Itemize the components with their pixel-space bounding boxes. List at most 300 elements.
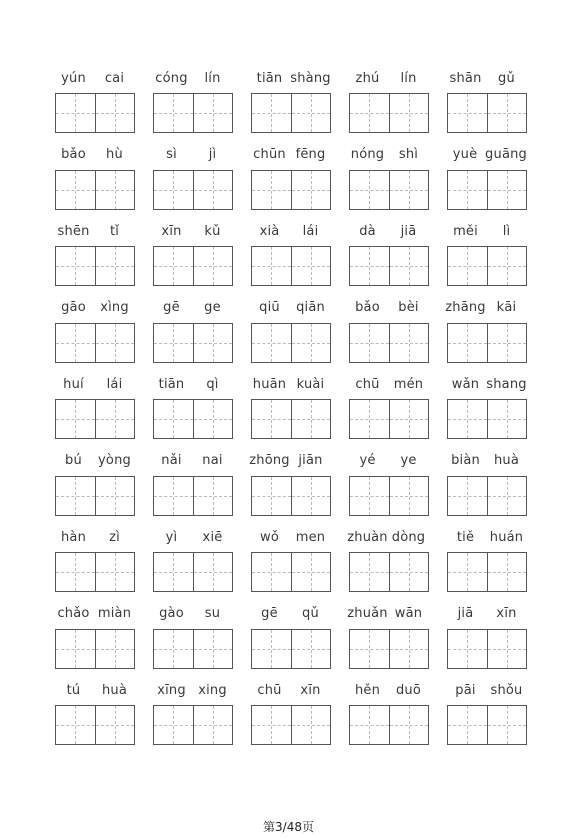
writing-box[interactable] — [252, 706, 291, 744]
writing-box[interactable] — [487, 400, 527, 438]
writing-box[interactable] — [291, 324, 331, 362]
writing-box[interactable] — [95, 630, 135, 668]
writing-box[interactable] — [350, 94, 389, 132]
word-cell — [148, 449, 246, 526]
pinyin-syllable: xià — [259, 223, 280, 239]
pinyin-syllable: sì — [166, 147, 177, 162]
writing-box[interactable] — [389, 553, 429, 591]
pinyin-label — [249, 680, 331, 700]
writing-box[interactable] — [487, 324, 527, 362]
writing-box[interactable] — [252, 247, 291, 285]
word-cell — [148, 678, 246, 755]
writing-box[interactable] — [448, 324, 487, 362]
pinyin-syllable: wān — [394, 606, 423, 621]
writing-box[interactable] — [389, 324, 429, 362]
pinyin-syllable: zhāng — [445, 300, 486, 315]
pinyin-label — [249, 298, 331, 318]
word-cell — [442, 296, 540, 373]
word-cell — [148, 143, 246, 220]
writing-box[interactable] — [95, 706, 135, 744]
writing-box[interactable] — [291, 706, 331, 744]
tianzige-boxes — [349, 705, 429, 745]
writing-box[interactable] — [193, 324, 233, 362]
tianzige-boxes — [153, 705, 233, 745]
writing-box[interactable] — [154, 324, 193, 362]
writing-box[interactable] — [448, 247, 487, 285]
pinyin-syllable: gāo — [61, 300, 86, 315]
word-cell — [148, 525, 246, 602]
word-cell — [246, 678, 344, 755]
pinyin-label — [445, 145, 527, 165]
writing-box[interactable] — [193, 171, 233, 209]
pinyin-syllable: xīn — [161, 223, 182, 239]
pinyin-syllable: cai — [104, 70, 125, 86]
writing-box[interactable] — [193, 247, 233, 285]
pinyin-syllable: gē — [163, 300, 180, 315]
writing-box[interactable] — [154, 706, 193, 744]
pinyin-syllable: duō — [395, 682, 422, 698]
pinyin-syllable: xīn — [300, 682, 321, 698]
pinyin-syllable: yuè — [452, 147, 478, 162]
pinyin-syllable: xing — [198, 682, 227, 698]
writing-box[interactable] — [291, 630, 331, 668]
tianzige-boxes — [447, 246, 527, 286]
pinyin-label — [53, 374, 135, 394]
writing-box[interactable] — [448, 630, 487, 668]
writing-box[interactable] — [291, 247, 331, 285]
tianzige-boxes — [349, 170, 429, 210]
writing-box[interactable] — [389, 94, 429, 132]
tianzige-boxes — [251, 552, 331, 592]
tianzige-boxes — [447, 629, 527, 669]
writing-box[interactable] — [389, 706, 429, 744]
tianzige-boxes — [153, 323, 233, 363]
tianzige-boxes — [55, 246, 135, 286]
pinyin-syllable: lái — [106, 376, 123, 392]
writing-box[interactable] — [350, 477, 389, 515]
pinyin-syllable: zhuàn — [347, 529, 388, 545]
writing-box[interactable] — [56, 324, 95, 362]
tianzige-boxes — [153, 399, 233, 439]
writing-box[interactable] — [193, 706, 233, 744]
writing-box[interactable] — [56, 247, 95, 285]
tianzige-boxes — [153, 629, 233, 669]
pinyin-label — [249, 374, 331, 394]
writing-box[interactable] — [154, 477, 193, 515]
writing-box[interactable] — [291, 171, 331, 209]
word-cell — [344, 372, 442, 449]
tianzige-boxes — [447, 170, 527, 210]
word-cell — [246, 449, 344, 526]
writing-box[interactable] — [56, 706, 95, 744]
word-cell — [50, 525, 148, 602]
word-cell — [442, 525, 540, 602]
tianzige-boxes — [251, 323, 331, 363]
pinyin-syllable: shǒu — [490, 682, 523, 698]
pinyin-label — [445, 298, 527, 318]
tianzige-boxes — [251, 629, 331, 669]
tianzige-boxes — [251, 246, 331, 286]
writing-box[interactable] — [291, 477, 331, 515]
writing-box[interactable] — [487, 630, 527, 668]
pinyin-label — [249, 145, 331, 165]
pinyin-label — [347, 451, 429, 471]
pinyin-label — [347, 145, 429, 165]
pinyin-syllable: kāi — [496, 300, 517, 315]
pinyin-syllable: bǎo — [61, 147, 86, 162]
word-cell — [50, 678, 148, 755]
writing-box[interactable] — [350, 324, 389, 362]
writing-box[interactable] — [448, 553, 487, 591]
pinyin-label — [53, 298, 135, 318]
pinyin-label — [151, 527, 233, 547]
writing-box[interactable] — [193, 477, 233, 515]
writing-box[interactable] — [95, 171, 135, 209]
pinyin-syllable: tú — [66, 682, 81, 698]
writing-box[interactable] — [448, 706, 487, 744]
writing-box[interactable] — [389, 477, 429, 515]
pinyin-label — [445, 604, 527, 624]
pinyin-syllable: tǐ — [109, 223, 120, 239]
word-cell — [246, 525, 344, 602]
writing-box[interactable] — [291, 553, 331, 591]
pinyin-syllable: kǔ — [204, 223, 221, 239]
writing-box[interactable] — [487, 553, 527, 591]
writing-box[interactable] — [350, 247, 389, 285]
word-cell — [148, 219, 246, 296]
pinyin-label — [151, 451, 233, 471]
pinyin-syllable: qǔ — [302, 606, 319, 621]
pinyin-syllable: mén — [393, 376, 424, 392]
word-cell — [344, 66, 442, 143]
tianzige-boxes — [349, 552, 429, 592]
pinyin-syllable: zhōng — [249, 453, 290, 468]
writing-box[interactable] — [350, 400, 389, 438]
pinyin-label — [151, 680, 233, 700]
pinyin-label — [53, 451, 135, 471]
writing-box[interactable] — [350, 706, 389, 744]
pinyin-syllable: shān — [449, 70, 482, 86]
writing-box[interactable] — [487, 171, 527, 209]
tianzige-boxes — [349, 476, 429, 516]
pinyin-syllable: zhú — [355, 70, 380, 86]
word-cell — [50, 296, 148, 373]
pinyin-syllable: yún — [61, 70, 86, 86]
tianzige-boxes — [55, 705, 135, 745]
tianzige-boxes — [447, 399, 527, 439]
word-cell — [442, 449, 540, 526]
writing-box[interactable] — [291, 94, 331, 132]
pinyin-label — [347, 298, 429, 318]
writing-box[interactable] — [193, 630, 233, 668]
pinyin-syllable: huà — [493, 453, 520, 468]
writing-box[interactable] — [56, 400, 95, 438]
writing-box[interactable] — [56, 171, 95, 209]
writing-box[interactable] — [56, 477, 95, 515]
writing-box[interactable] — [154, 553, 193, 591]
word-cell — [344, 602, 442, 679]
pinyin-syllable: xìng — [100, 300, 129, 315]
writing-box[interactable] — [252, 400, 291, 438]
pinyin-label — [151, 145, 233, 165]
word-cell — [246, 66, 344, 143]
pinyin-label — [249, 68, 331, 88]
tianzige-boxes — [447, 552, 527, 592]
pinyin-label — [445, 374, 527, 394]
pinyin-syllable: ye — [400, 453, 417, 468]
writing-box[interactable] — [193, 553, 233, 591]
pinyin-syllable: fēng — [295, 147, 326, 162]
pinyin-syllable: bèi — [398, 300, 419, 315]
pinyin-syllable: měi — [453, 223, 478, 239]
word-cell — [50, 66, 148, 143]
tianzige-boxes — [251, 705, 331, 745]
word-cell — [442, 143, 540, 220]
word-cell — [442, 602, 540, 679]
pinyin-syllable: hàn — [60, 529, 87, 545]
pinyin-syllable: qiū — [259, 300, 280, 315]
word-cell — [148, 372, 246, 449]
pinyin-label — [347, 680, 429, 700]
pinyin-syllable: wǒ — [260, 529, 279, 545]
word-cell — [148, 602, 246, 679]
word-cell — [50, 602, 148, 679]
pinyin-syllable: shēn — [57, 223, 90, 239]
pinyin-syllable: xīn — [496, 606, 517, 621]
tianzige-boxes — [447, 93, 527, 133]
tianzige-boxes — [55, 476, 135, 516]
word-cell — [442, 372, 540, 449]
pinyin-syllable: chǎo — [57, 606, 90, 621]
pinyin-syllable: huān — [252, 376, 287, 392]
writing-box[interactable] — [389, 400, 429, 438]
pinyin-label — [151, 298, 233, 318]
writing-box[interactable] — [154, 247, 193, 285]
pinyin-syllable: huí — [63, 376, 84, 392]
tianzige-boxes — [251, 399, 331, 439]
pinyin-syllable: gē — [261, 606, 278, 621]
writing-box[interactable] — [95, 553, 135, 591]
writing-box[interactable] — [350, 553, 389, 591]
writing-box[interactable] — [448, 171, 487, 209]
tianzige-boxes — [55, 399, 135, 439]
pinyin-label — [347, 527, 429, 547]
word-cell — [344, 296, 442, 373]
writing-box[interactable] — [252, 630, 291, 668]
writing-box[interactable] — [252, 94, 291, 132]
pinyin-label — [249, 527, 331, 547]
writing-box[interactable] — [389, 247, 429, 285]
word-cell — [50, 372, 148, 449]
pinyin-syllable: lín — [400, 70, 417, 86]
pinyin-syllable: lái — [302, 223, 319, 239]
tianzige-boxes — [251, 170, 331, 210]
pinyin-syllable: nóng — [350, 147, 385, 162]
pinyin-label — [249, 451, 331, 471]
pinyin-syllable: tiě — [456, 529, 475, 545]
pinyin-syllable: xiē — [202, 529, 223, 545]
writing-box[interactable] — [95, 400, 135, 438]
tianzige-boxes — [349, 629, 429, 669]
writing-box[interactable] — [487, 706, 527, 744]
writing-box[interactable] — [56, 553, 95, 591]
writing-box[interactable] — [487, 477, 527, 515]
pinyin-label — [151, 68, 233, 88]
pinyin-syllable: hù — [106, 147, 123, 162]
word-cell — [442, 219, 540, 296]
pinyin-label — [445, 68, 527, 88]
word-cell — [50, 143, 148, 220]
tianzige-boxes — [447, 476, 527, 516]
pinyin-label — [53, 680, 135, 700]
pinyin-label — [347, 374, 429, 394]
word-cell — [442, 66, 540, 143]
tianzige-boxes — [153, 246, 233, 286]
tianzige-boxes — [153, 170, 233, 210]
tianzige-boxes — [447, 705, 527, 745]
pinyin-label — [347, 68, 429, 88]
pinyin-syllable: kuài — [296, 376, 325, 392]
pinyin-syllable: jì — [208, 147, 217, 162]
pinyin-grid — [50, 66, 540, 755]
pinyin-syllable: yì — [165, 529, 178, 545]
pinyin-label — [249, 604, 331, 624]
pinyin-syllable: bú — [65, 453, 82, 468]
pinyin-label — [151, 604, 233, 624]
page-number: 第3/48页 — [263, 820, 314, 834]
pinyin-syllable: wǎn — [451, 376, 480, 392]
pinyin-label — [347, 604, 429, 624]
tianzige-boxes — [55, 93, 135, 133]
word-cell — [344, 525, 442, 602]
writing-box[interactable] — [95, 94, 135, 132]
pinyin-syllable: chū — [355, 376, 380, 392]
tianzige-boxes — [447, 323, 527, 363]
pinyin-syllable: lì — [502, 223, 511, 239]
writing-box[interactable] — [350, 171, 389, 209]
pinyin-syllable: huán — [489, 529, 524, 545]
writing-box[interactable] — [448, 400, 487, 438]
word-cell — [344, 678, 442, 755]
tianzige-boxes — [153, 476, 233, 516]
writing-box[interactable] — [95, 324, 135, 362]
pinyin-label — [249, 221, 331, 241]
word-cell — [246, 602, 344, 679]
pinyin-syllable: shang — [486, 376, 527, 392]
writing-box[interactable] — [56, 94, 95, 132]
writing-box[interactable] — [95, 247, 135, 285]
tianzige-boxes — [55, 629, 135, 669]
word-cell — [50, 219, 148, 296]
pinyin-label — [53, 145, 135, 165]
pinyin-syllable: miàn — [97, 606, 132, 621]
word-cell — [246, 296, 344, 373]
pinyin-syllable: chūn — [253, 147, 286, 162]
pinyin-syllable: chū — [257, 682, 282, 698]
pinyin-syllable: guāng — [485, 147, 527, 162]
writing-box[interactable] — [95, 477, 135, 515]
pinyin-syllable: biàn — [451, 453, 480, 468]
pinyin-label — [151, 221, 233, 241]
pinyin-syllable: men — [295, 529, 326, 545]
writing-box[interactable] — [154, 630, 193, 668]
writing-box[interactable] — [448, 94, 487, 132]
pinyin-syllable: tiān — [158, 376, 185, 392]
word-cell — [148, 296, 246, 373]
pinyin-label — [445, 680, 527, 700]
pinyin-syllable: zhuǎn — [347, 606, 388, 621]
pinyin-syllable: yé — [359, 453, 376, 468]
tianzige-boxes — [349, 399, 429, 439]
writing-box[interactable] — [252, 324, 291, 362]
pinyin-syllable: cóng — [155, 70, 188, 86]
word-cell — [246, 372, 344, 449]
pinyin-syllable: hěn — [354, 682, 381, 698]
pinyin-syllable: jiā — [400, 223, 417, 239]
writing-box[interactable] — [350, 630, 389, 668]
pinyin-syllable: gǔ — [498, 70, 515, 86]
word-cell — [344, 449, 442, 526]
pinyin-label — [445, 527, 527, 547]
writing-box[interactable] — [56, 630, 95, 668]
writing-box[interactable] — [448, 477, 487, 515]
pinyin-label — [347, 221, 429, 241]
tianzige-boxes — [153, 93, 233, 133]
pinyin-label — [53, 527, 135, 547]
tianzige-boxes — [349, 323, 429, 363]
pinyin-syllable: zì — [109, 529, 120, 545]
pinyin-syllable: nǎi — [161, 453, 182, 468]
pinyin-label — [151, 374, 233, 394]
tianzige-boxes — [55, 170, 135, 210]
writing-box[interactable] — [154, 171, 193, 209]
writing-box[interactable] — [487, 247, 527, 285]
pinyin-label — [53, 221, 135, 241]
writing-box[interactable] — [193, 94, 233, 132]
pinyin-syllable: huà — [101, 682, 128, 698]
tianzige-boxes — [153, 552, 233, 592]
writing-box[interactable] — [487, 94, 527, 132]
pinyin-syllable: xīng — [157, 682, 186, 698]
pinyin-syllable: qì — [206, 376, 219, 392]
pinyin-syllable: nai — [202, 453, 223, 468]
pinyin-label — [53, 68, 135, 88]
writing-box[interactable] — [154, 94, 193, 132]
writing-box[interactable] — [291, 400, 331, 438]
pinyin-syllable: pāi — [455, 682, 476, 698]
writing-box[interactable] — [154, 400, 193, 438]
pinyin-label — [445, 221, 527, 241]
writing-box[interactable] — [252, 553, 291, 591]
writing-box[interactable] — [252, 477, 291, 515]
pinyin-syllable: bǎo — [355, 300, 380, 315]
tianzige-boxes — [55, 552, 135, 592]
pinyin-syllable: shàng — [290, 70, 331, 86]
writing-box[interactable] — [389, 171, 429, 209]
writing-box[interactable] — [193, 400, 233, 438]
tianzige-boxes — [251, 476, 331, 516]
tianzige-boxes — [349, 246, 429, 286]
writing-box[interactable] — [252, 171, 291, 209]
word-cell — [148, 66, 246, 143]
pinyin-label — [445, 451, 527, 471]
word-cell — [344, 143, 442, 220]
pinyin-syllable: qiān — [296, 300, 325, 315]
word-cell — [246, 143, 344, 220]
tianzige-boxes — [349, 93, 429, 133]
word-cell — [50, 449, 148, 526]
writing-box[interactable] — [389, 630, 429, 668]
